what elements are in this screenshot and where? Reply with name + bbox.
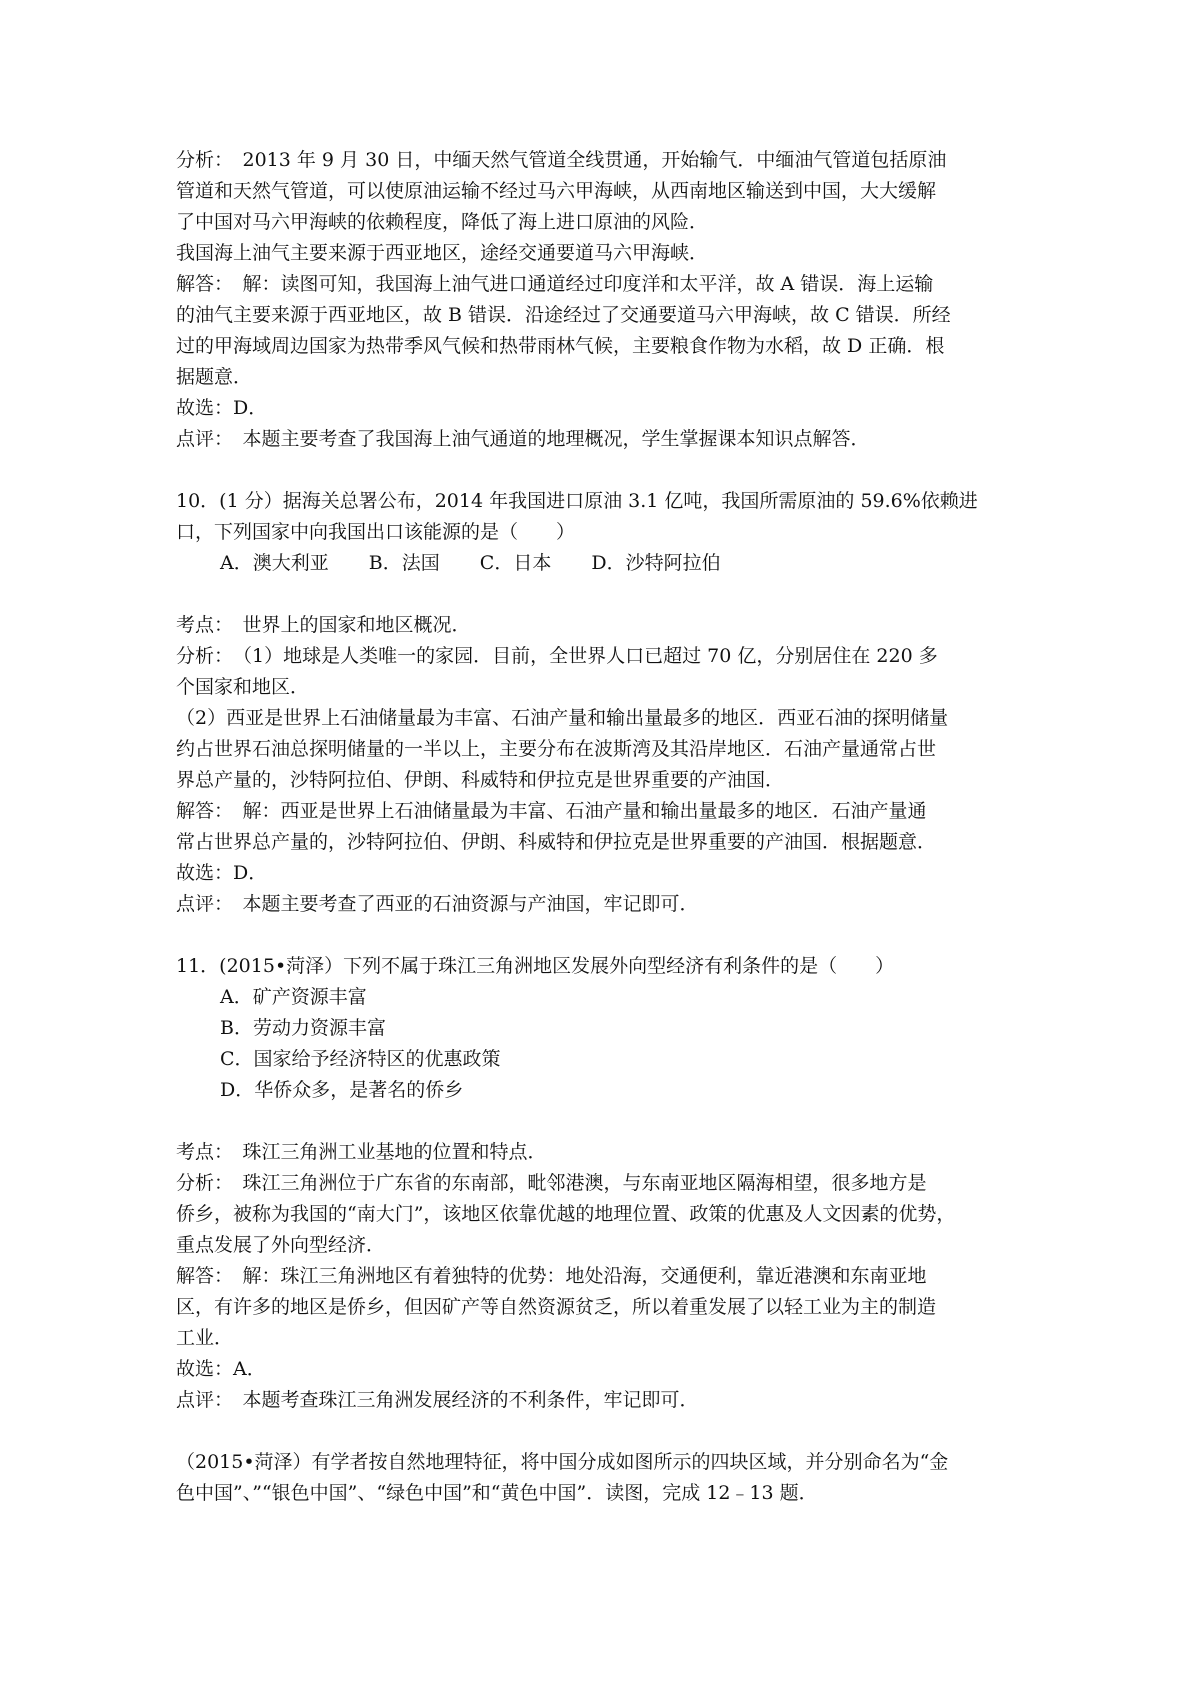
analysis-line: 侨乡，被称为我国的“南大门”，该地区依靠优越的地理位置、政策的优惠及人文因素的优势， xyxy=(176,1203,956,1225)
intro-line: 色中国”、”“银色中国”、“绿色中国”和“黄色中国”．读图，完成 12﹣13 题． xyxy=(176,1482,818,1504)
option-c: C．日本 xyxy=(479,552,552,574)
q9-comment: 点评： 本题主要考查了我国海上油气通道的地理概况，学生掌握课本知识点解答． xyxy=(176,428,870,450)
option-a: A．矿产资源丰富 xyxy=(220,986,367,1008)
spacer xyxy=(176,1106,1031,1137)
q10-stem xyxy=(176,486,1031,548)
analysis-line: 管道和天然气管道，可以使原油运输不经过马六甲海峡，从西南地区输送到中国，大大缓解 xyxy=(176,180,937,202)
analysis-line: 分析： （1）地球是人类唯一的家园．目前，全世界人口已超过 70 亿，分别居住在 220 多 xyxy=(176,645,938,667)
option-d: D．华侨众多，是著名的侨乡 xyxy=(220,1079,464,1101)
intro-line: （2015•菏泽）有学者按自然地理特征，将中国分成如图所示的四块区域，并分别命名为“金 xyxy=(176,1451,949,1473)
answer-line: 的油气主要来源于西亚地区，故 B 错误．沿途经过了交通要道马六甲海峡，故 C 错误．所经 xyxy=(176,304,951,326)
answer-line: 解答： 解：西亚是世界上石油储量最为丰富、石油产量和输出量最多的地区．石油产量通 xyxy=(176,800,927,822)
option-c: C．国家给予经济特区的优惠政策 xyxy=(220,1048,501,1070)
analysis-line: 个国家和地区． xyxy=(176,676,310,698)
spacer xyxy=(176,920,1031,951)
analysis-line: 分析： 2013 年 9 月 30 日，中缅天然气管道全线贯通，开始输气．中缅油气管道包括原油 xyxy=(176,149,947,171)
answer-line: 据题意． xyxy=(176,366,253,388)
answer-line: 过的甲海域周边国家为热带季风气候和热带雨林气候，主要粮食作物为水稻，故 D 正确．根 xyxy=(176,335,945,357)
q10-choice: 故选：D． xyxy=(176,862,268,884)
answer-line: 区，有许多的地区是侨乡，但因矿产等自然资源贫乏，所以着重发展了以轻工业为主的制造 xyxy=(176,1296,937,1318)
q11-comment: 点评： 本题考查珠江三角洲发展经济的不利条件，牢记即可． xyxy=(176,1389,699,1411)
answer-line: 解答： 解：读图可知，我国海上油气进口通道经过印度洋和太平洋，故 A 错误．海上运输 xyxy=(176,273,934,295)
q10-answer xyxy=(176,796,1031,858)
option-a: A．澳大利亚 xyxy=(220,552,329,574)
spacer xyxy=(176,1416,1031,1447)
answer-line: 工业． xyxy=(176,1327,234,1349)
option-b: B．劳动力资源丰富 xyxy=(220,1017,386,1039)
q11-analysis xyxy=(176,1168,1031,1261)
q9-analysis xyxy=(176,145,1031,269)
analysis-line: 约占世界石油总探明储量的一半以上，主要分布在波斯湾及其沿岸地区．石油产量通常占世 xyxy=(176,738,937,760)
analysis-line: 重点发展了外向型经济． xyxy=(176,1234,386,1256)
answer-line: 解答： 解：珠江三角洲地区有着独特的优势：地处沿海，交通便利，靠近港澳和东南亚地 xyxy=(176,1265,927,1287)
spacer xyxy=(176,579,1031,610)
option-d: D．沙特阿拉伯 xyxy=(591,552,721,574)
analysis-line: 分析： 珠江三角洲位于广东省的东南部，毗邻港澳，与东南亚地区隔海相望，很多地方是 xyxy=(176,1172,927,1194)
answer-line: 常占世界总产量的，沙特阿拉伯、伊朗、科威特和伊拉克是世界重要的产油国．根据题意． xyxy=(176,831,937,853)
analysis-line: 了中国对马六甲海峡的依赖程度，降低了海上进口原油的风险． xyxy=(176,211,709,233)
q10-analysis xyxy=(176,641,1031,796)
analysis-line: 我国海上油气主要来源于西亚地区，途经交通要道马六甲海峡． xyxy=(176,242,709,264)
analysis-line: （2）西亚是世界上石油储量最为丰富、石油产量和输出量最多的地区．西亚石油的探明储量 xyxy=(176,707,949,729)
q10-comment: 点评： 本题主要考查了西亚的石油资源与产油国，牢记即可． xyxy=(176,893,699,915)
q12-13-intro xyxy=(176,1447,1031,1509)
q10-key-point: 考点： 世界上的国家和地区概况． xyxy=(176,614,471,636)
q9-answer xyxy=(176,269,1031,393)
q11-answer xyxy=(176,1261,1031,1354)
q11-stem: 11．(2015•菏泽）下列不属于珠江三角洲地区发展外向型经济有利条件的是（ ） xyxy=(176,955,895,977)
q11-choice: 故选：A． xyxy=(176,1358,266,1380)
question-line: 10．(1 分）据海关总署公布，2014 年我国进口原油 3.1 亿吨，我国所需原油的 59.6%依赖进 xyxy=(176,490,978,512)
spacer xyxy=(176,455,1031,486)
analysis-line: 界总产量的，沙特阿拉伯、伊朗、科威特和伊拉克是世界重要的产油国． xyxy=(176,769,785,791)
option-b: B．法国 xyxy=(368,552,440,574)
question-line: 口，下列国家中向我国出口该能源的是（ ） xyxy=(176,521,576,543)
q9-choice: 故选：D． xyxy=(176,397,268,419)
q10-options xyxy=(176,548,1031,579)
document-page xyxy=(176,145,1031,1509)
q11-key-point: 考点： 珠江三角洲工业基地的位置和特点． xyxy=(176,1141,547,1163)
